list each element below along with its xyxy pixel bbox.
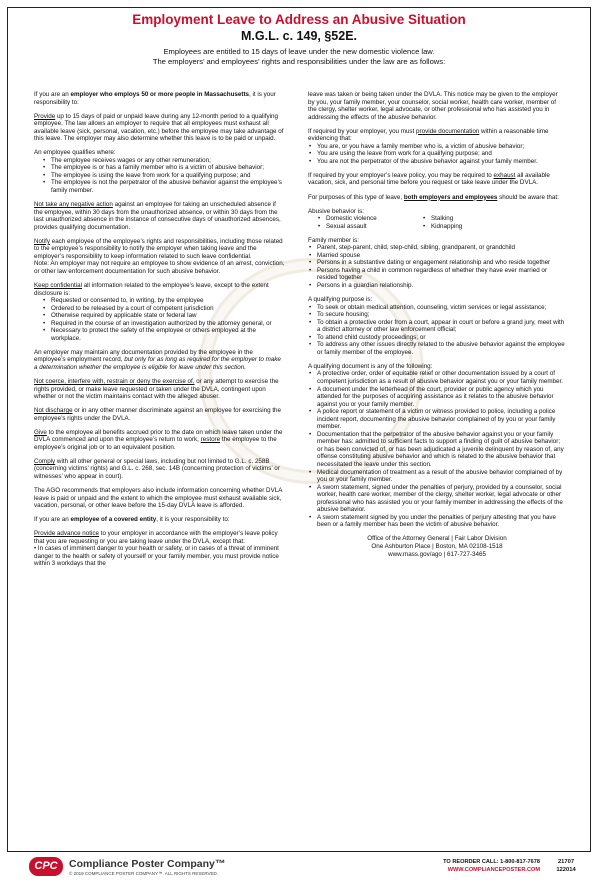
list-item: • Parent, step-parent, child, step-child, sibling, grandparent, or grandchild: [308, 244, 566, 252]
intro-line-1: Employees are entitled to 15 days of leave under the new domestic violence law.: [163, 47, 435, 56]
confidential-list: [34, 297, 286, 342]
list-item: • Otherwise required by applicable state or federal law: [34, 312, 286, 320]
list-item: • Medical documentation of treatment as a result of the abusive behavior complained of by you or your family member.: [308, 469, 566, 484]
abusive-behavior-list-2: [422, 215, 527, 230]
list-item: • The employee is not the perpetrator of the abusive behavior against the employee’s family member.: [34, 179, 286, 194]
list-item: • Required in the course of an investigation authorized by the attorney general, or: [34, 320, 286, 328]
poster-header: [8, 12, 590, 67]
list-item: • To secure housing;: [308, 311, 566, 319]
reorder-info: [390, 859, 540, 874]
list-item: • Married spouse: [308, 252, 566, 260]
both-aware-paragraph: For purposes of this type of leave, both employers and employees should be aware that:: [308, 193, 559, 201]
poster-subtitle: M.G.L. c. 149, §52E.: [240, 29, 358, 43]
reorder-phone: TO REORDER CALL: 1-800-817-7678: [443, 859, 540, 865]
not-discharge-paragraph: Not discharge or in any other manner discriminate against an employee for exercising the employee’s rights under the DVLA.: [34, 407, 282, 422]
confidential-section: Keep confidential all information related to the employee’s leave, except to the extent disclosure is: • Requested or consented to, in writing, by the employee • Ordered to be released by a court of competent jurisdiction • Otherwise required by applicable state or federal law • Required in the course of an investigation authorized by the attorney general, or • Necessary to protect the safety of the employee or others employed at the workplace.: [34, 282, 286, 342]
list-item: • The employee receives wages or any other remuneration;: [34, 157, 286, 165]
poster-code: 21707 122014: [556, 859, 576, 873]
list-item: • A police report or statement of a victim or witness provided to police, including a police incident report, documenting the abusive behavior complained of by you or your family member.: [308, 408, 566, 431]
list-item: • You are, or you have a family member who is, a victim of abusive behavior;: [308, 143, 566, 151]
give-benefits-paragraph: Give to the employee all benefits accrued prior to the date on which leave taken under the DVLA commenced and upon the employee’s return to work, restore the employee to the employee’s original job or to an equivalent position.: [34, 428, 283, 451]
family-member-list: [308, 244, 566, 289]
list-item: • Documentation that the perpetrator of the abusive behavior against you or your family member has: admitted to sufficient facts to support a finding of guilt of abusive behavior; or has been convicted of, or has been adjudicated a juvenile delinquent by reason of, any offense constituting abusive behavior and which is related to the abusive behavior that necessitated the leave under this section.: [308, 431, 566, 469]
list-item: • A protective order, order of equitable relief or other documentation issued by a court of competent jurisdiction as a result of abusive behavior against you or your family member.: [308, 370, 566, 385]
poster-frame: [7, 7, 591, 852]
qualifies-list: [34, 157, 286, 195]
provide-leave-paragraph: Provide up to 15 days of paid or unpaid leave during any 12-month period to a qualifying employee. The law allows an employer to require that all employees must exhaust all available leave (sick, personal, vacation, etc.) before the employee may take advantage of this leave. The employer may also determine whether this leave is to be paid or unpaid.: [34, 112, 284, 143]
employer-intro: If you are an employer who employs 50 or more people in Massachusetts, it is your responsibility to:: [34, 91, 276, 106]
list-item: • You are not the perpetrator of the abusive behavior against your family member.: [308, 158, 566, 166]
qualifying-document-section: A qualifying document is any of the following: • A protective order, order of equitable relief or other documentation issued by a court of competent jurisdiction as a result of abusive behavior against you or your family member. • A document under the letterhead of the court, provider or public agency which you attended for the purposes of acquiring assistance as it relates to the abusive behavior against you or your family member. • A police report or statement of a victim or witness provided to police, including a police incident report, documenting the abusive behavior complained of by you or your family member. • Documentation that the perpetrator of the abusive behavior against you or your family member has: admitted to sufficient facts to support a finding of guilt of abusive behavior; or has been convicted of, or has been adjudicated a juvenile delinquent by reason of, any offense constituting abusive behavior and which is related to the abusive behavior that necessitated the leave under this section. • Medical documentation of treatment as a result of the abusive behavior complained of by you or your family member. • A sworn statement, signed under the penalties of perjury, provided by a counselor, social worker, health care worker, member of the clergy, shelter worker, legal advocate or other professional who has assisted you or your family member in addressing the effects of the abusive behavior. • A sworn statement signed by you under the penalties of perjury attesting that you have been or a family member has been the victim of abusive behavior.: [308, 363, 566, 529]
left-column: [34, 91, 286, 574]
list-item: • The employee is or has a family member who is a victim of abusive behavior;: [34, 164, 286, 172]
list-item: • Domestic violence: [317, 215, 422, 223]
list-item: • Requested or consented to, in writing, by the employee: [34, 297, 286, 305]
list-item: • To seek or obtain medical attention, counseling, victim services or legal assistance;: [308, 304, 566, 312]
qualifying-document-list: [308, 370, 566, 528]
list-item: • Persons in a substantive dating or engagement relationship and who reside together: [308, 259, 566, 267]
list-item: • To attend child custody proceedings; or: [308, 334, 566, 342]
qualifying-purpose-section: A qualifying purpose is: • To seek or obtain medical attention, counseling, victim services or legal assistance; • To secure housing; • To obtain a protective order from a court, appear in court or before a grand jury, meet with a district attorney or other law enforcement official; • To attend child custody proceedings; or • To address any other issues directly related to the abusive behavior against the employee or family member of the employee.: [308, 296, 566, 356]
qualifies-section: An employee qualifies where: • The employee receives wages or any other remuneration; • The employee is or has a family member who is a victim of abusive behavior; • The employee is using the leave from work for a qualifying purpose; and • The employee is not the perpetrator of the abusive behavior against the employee’s family member.: [34, 149, 286, 194]
poster-intro: [8, 47, 590, 67]
notify-paragraph: Notify each employee of the employee’s rights and responsibilities, including those related to the employee’s responsibility to notify the employer when taking leave and the employer’s responsibility to keep information related to such leave confidential. Note: An employer may not require an employee to show evidence of an arrest, conviction, or other law enforcement documentation for such abusive behavior.: [34, 237, 285, 275]
cpc-logo: CPC: [29, 857, 63, 876]
provide-documentation-section: If required by your employer, you must provide documentation within a reasonable time evidencing that: • You are, or you have a family member who is, a victim of abusive behavior; • You are using the leave from work for a qualifying purpose; and • You are not the perpetrator of the abusive behavior against your family member.: [308, 128, 566, 166]
list-item: • Ordered to be released by a court of competent jurisdiction: [34, 305, 286, 313]
notice-continued-paragraph: leave was taken or being taken under the DVLA. This notice may be given to the employer by you, your family member, your counselor, social worker, health care worker, member of the clergy, shelter worker, legal advocate, or other professional who has assisted you in addressing the effects of the abusive behavior.: [308, 91, 558, 121]
negative-action-paragraph: Not take any negative action against an employee for taking an unscheduled absence if the employee, within 30 days from the unauthorized absence, or within 30 days from the last unauthorized absence in the instance of consecutive days of unauthorized absences, provides qualifying documentation.: [34, 201, 281, 231]
ago-office-contact: Office of the Attorney General | Fair Labor Division One Ashburton Place | Boston, MA 02108-1518 www.mass.gov/ago | 617-727-3465: [367, 535, 507, 558]
list-item: • To obtain a protective order from a court, appear in court or before a grand jury, meet with a district attorney or other law enforcement official;: [308, 319, 566, 334]
documentation-paragraph: An employer may maintain any documentation provided by the employee in the employee’s employment record, but only for as long as required for the employer to make a determination whether the employee is eligible for leave under this section.: [34, 348, 281, 371]
family-member-section: Family member is: • Parent, step-parent, child, step-child, sibling, grandparent, or grandchild • Married spouse • Persons in a substantive dating or engagement relationship and who reside together • Persons having a child in common regardless of whether they have ever married or resided together • Persons in a guardian relationship.: [308, 237, 566, 290]
poster-footer: [7, 856, 591, 880]
exhaust-paragraph: If required by your employer’s leave policy, you may be required to exhaust all available vacation, sick, and personal time before you request or take leave under the DVLA.: [308, 171, 550, 187]
advance-notice-paragraph: Provide advance notice to your employer in accordance with the employer’s leave policy that you are requesting or you are taking leave under the DVLA, except that: • In cases of imminent danger to your health or safety, or in cases of a threat of imminent danger to the health or safety of yourself or your family member, you must provide notice within 3 workdays that the: [34, 530, 279, 568]
list-item: • A sworn statement, signed under the penalties of perjury, provided by a counselor, social worker, health care worker, member of the clergy, shelter worker, legal advocate or other professional who has assisted you or your family member in addressing the effects of the abusive behavior.: [308, 484, 566, 514]
list-item: • You are using the leave from work for a qualifying purpose; and: [308, 150, 566, 158]
company-name: Compliance Poster Company™: [69, 858, 226, 870]
intro-line-2: The employers’ and employees’ rights and responsibilities under the law are as follows:: [152, 57, 446, 66]
list-item: • Stalking: [422, 215, 527, 223]
list-item: • Persons having a child in common regardless of whether they have ever married or resided together: [308, 267, 566, 282]
list-item: • To address any other issues directly related to the abusive behavior against the employee or family member of the employee.: [308, 341, 566, 356]
not-coerce-paragraph: Not coerce, interfere with, restrain or deny the exercise of, or any attempt to exercise the rights provided, or make leave requested or taken under the DVLA, contingent upon whether or not the victim maintains contact with the alleged abuser.: [34, 378, 279, 401]
poster-title: Employment Leave to Address an Abusive Situation: [132, 12, 466, 27]
reorder-website[interactable]: WWW.COMPLIANCEPOSTER.COM: [447, 866, 540, 873]
copyright-text: © 2019 COMPLIANCE POSTER COMPANY™. ALL RIGHTS RESERVED.: [69, 871, 219, 876]
list-item: • Kidnapping: [422, 223, 527, 231]
qualifying-purpose-list: [308, 304, 566, 357]
list-item: • Persons in a guardian relationship.: [308, 282, 566, 290]
right-column: [308, 91, 566, 558]
ago-recommends-paragraph: The AGO recommends that employers also include information concerning whether DVLA leave is paid or unpaid and the extent to which the employee must exhaust available sick, vacation, personal, or other leave before the 15-day DVLA leave is afforded.: [34, 487, 283, 510]
list-item: • Necessary to protect the safety of the employee or others employed at the workplace.: [34, 327, 286, 342]
documentation-list: [308, 143, 566, 166]
list-item: • A sworn statement signed by you under the penalties of perjury attesting that you have been or a family member has been the victim of abusive behavior.: [308, 514, 566, 529]
abusive-behavior-section: Abusive behavior is: • Domestic violence • Sexual assault • Stalking • Kidnapping: [308, 208, 566, 231]
list-item: • A document under the letterhead of the court, provider or public agency which you attended for the purposes of acquiring assistance as it relates to the abusive behavior against you or your family member.: [308, 386, 566, 409]
abusive-behavior-list-1: [317, 215, 422, 230]
comply-paragraph: Comply with all other general or special laws, including but not limited to G.L. c. 258B (concerning victims’ rights) and G.L. c. 268, sec. 14B (concerning protection of victims’ or witnesses’ who appear in court).: [34, 457, 280, 480]
list-item: • Sexual assault: [317, 223, 422, 231]
employee-intro: If you are an employee of a covered entity, it is your responsibility to:: [34, 516, 230, 524]
list-item: • The employee is using the leave from work for a qualifying purpose; and: [34, 172, 286, 180]
